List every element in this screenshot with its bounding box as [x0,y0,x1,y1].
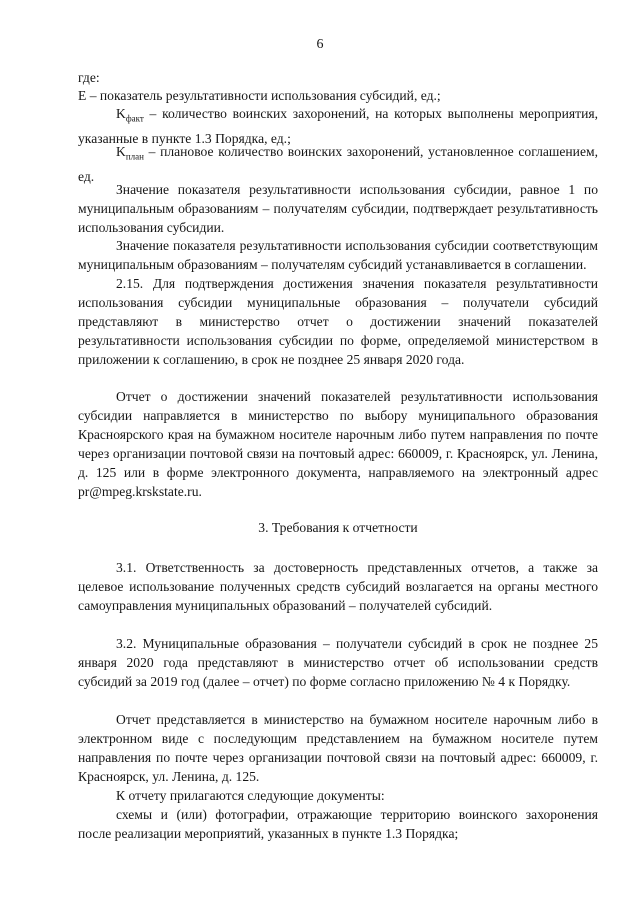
report-delivery-text: Отчет о достижении значений показателей результативности использования субсидии направляется в министерство по выбору муниципального образования Красноярского края на бумажном носителе нарочным либо путем направления по почте через организации почтовой связи на почтовый адрес: 660009, г. Красноярск, ул. Ленина, д. 125 или в форме электронного документа, направляемого на электронный адрес [78,389,598,480]
paragraph-agreement-value: Значение показателя результативности использования субсидии соответствующим муниципальным образованиям – получателям субсидий устанавливается в соглашении. [78,238,598,272]
section-3-heading: 3. Требования к отчетности [258,520,418,535]
paragraph-3-2: 3.2. Муниципальные образования – получатели субсидий в срок не позднее 25 января 2020 года представляют в министерство отчет об использовании средств субсидий за 2019 год (далее – отчет) по форме согласно приложению № 4 к Порядку. [78,636,598,689]
page-number: 6 [316,37,324,52]
kplan-subscript: план [125,151,144,162]
paragraph-3-1: 3.1. Ответственность за достоверность представленных отчетов, а также за целевое использование полученных средств субсидий возлагается на органы местного самоуправления муниципальных образований – получателей субсидий. [78,560,598,613]
paragraph-attachments-intro: К отчету прилагаются следующие документы: [116,788,385,803]
definition-e: E – показатель результативности использования субсидий, ед.; [78,88,441,103]
kfakt-text: – количество воинских захоронений, на которых выполнены мероприятия, указанные в пункте 1.3 Порядка, ед.; [78,106,598,146]
kplan-text: – плановое количество воинских захоронений, установленное соглашением, ед. [78,144,598,184]
definitions-intro: где: [78,70,100,85]
kfakt-subscript: факт [125,113,144,124]
kfakt-symbol: K [116,106,126,121]
paragraph-attachments-photos: схемы и (или) фотографии, отражающие территорию воинского захоронения после реализации мероприятий, указанных в пункте 1.3 Порядка; [78,807,598,841]
email-period: . [198,484,202,499]
email-link[interactable]: pr@mpeg.krskstate.ru [78,484,199,499]
kplan-symbol: K [116,144,126,159]
paragraph-2-15: 2.15. Для подтверждения достижения значения показателя результативности использования субсидии муниципальные образования – получатели субсидий представляют в министерство отчет о достижении значений показателей результативности использования субсидии по форме, определяемой министерством в приложении к соглашению, в срок не позднее 25 января 2020 года. [78,276,598,367]
paragraph-result-value: Значение показателя результативности использования субсидии, равное 1 по муниципальным образованиям – получателям субсидии, подтверждает результативность использования субсидии. [78,182,598,235]
paragraph-report-submission: Отчет представляется в министерство на бумажном носителе нарочным либо в электронном виде с последующим представлением на бумажном носителе путем направления по почте через организации почтовой связи на почтовый адрес: 660009, г. Красноярск, ул. Ленина, д. 125. [78,712,598,784]
paragraph-report-delivery [78,387,598,501]
